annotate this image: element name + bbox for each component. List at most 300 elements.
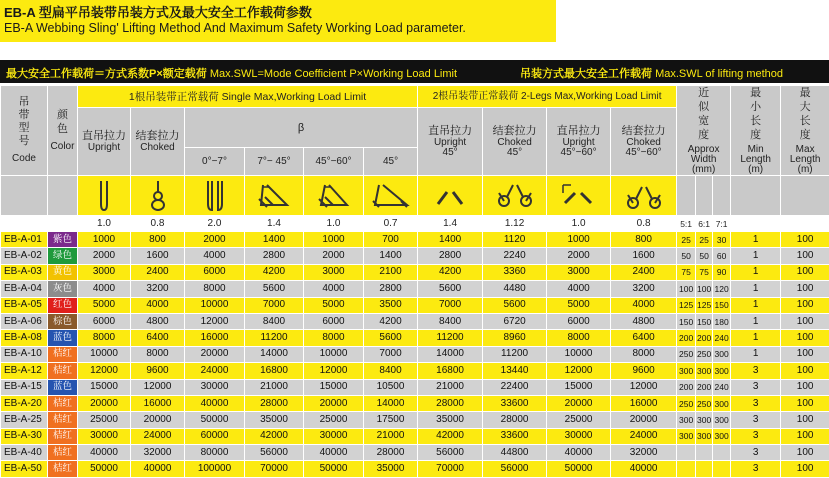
load-cell: 17500 — [364, 412, 418, 428]
min-length-cell: 1 — [731, 313, 781, 329]
color-swatch-cell: 黄色 — [48, 264, 78, 280]
load-cell: 5600 — [245, 281, 304, 297]
load-cell: 800 — [611, 232, 677, 248]
code-cell: EB-A-01 — [1, 232, 48, 248]
upright-4560-header-cn: 直吊拉力 — [547, 126, 610, 136]
load-cell: 8000 — [131, 346, 185, 362]
min-length-cell: 1 — [731, 248, 781, 264]
load-cell: 42000 — [245, 428, 304, 444]
load-cell: 1400 — [418, 232, 483, 248]
code-header-cn: 吊带型号 — [18, 96, 30, 148]
load-cell: 3200 — [611, 281, 677, 297]
choked-45-header — [483, 108, 547, 176]
load-cell: 11200 — [245, 330, 304, 346]
load-cell: 32000 — [611, 445, 677, 461]
width-cell: 240 — [713, 330, 731, 346]
load-cell: 12000 — [304, 363, 364, 379]
load-cell: 2000 — [185, 232, 245, 248]
load-table — [0, 85, 829, 478]
width-cell: 150 — [677, 313, 696, 329]
formula-right-cn: 吊装方式最大安全工作载荷 — [520, 68, 652, 80]
load-cell: 21000 — [364, 428, 418, 444]
choked-header-en: Choked — [131, 143, 184, 153]
table-row — [1, 248, 829, 264]
load-cell: 32000 — [131, 445, 185, 461]
code-cell: EB-A-50 — [1, 461, 48, 477]
upright-4560-header-deg: 45°−60° — [547, 148, 610, 158]
width-cell: 250 — [696, 346, 713, 362]
load-cell: 12000 — [78, 363, 131, 379]
load-cell: 70000 — [245, 461, 304, 477]
load-cell: 28000 — [364, 445, 418, 461]
load-cell: 20000 — [304, 395, 364, 411]
load-cell: 5600 — [418, 281, 483, 297]
formula-right-en: Max.SWL of lifting method — [655, 68, 783, 80]
load-cell: 40000 — [547, 445, 611, 461]
load-cell: 3000 — [304, 264, 364, 280]
load-cell: 1600 — [131, 248, 185, 264]
load-cell: 2000 — [78, 248, 131, 264]
table-row — [1, 297, 829, 313]
load-cell: 15000 — [547, 379, 611, 395]
table-row — [1, 445, 829, 461]
basket-45-60-icon — [304, 176, 364, 216]
width-cell: 300 — [713, 363, 731, 379]
angle-45-header: 45° — [364, 148, 418, 176]
load-cell: 28000 — [483, 412, 547, 428]
width-cell: 250 — [677, 346, 696, 362]
load-cell: 4200 — [245, 264, 304, 280]
load-cell: 40000 — [304, 445, 364, 461]
load-cell: 25000 — [78, 412, 131, 428]
load-cell: 24000 — [611, 428, 677, 444]
load-cell: 24000 — [185, 363, 245, 379]
load-cell: 70000 — [418, 461, 483, 477]
width-cell: 75 — [677, 264, 696, 280]
load-cell: 4000 — [78, 281, 131, 297]
upright-header-en: Upright — [78, 143, 130, 153]
header-body — [1, 86, 829, 232]
width-cell — [713, 445, 731, 461]
max-length-cell: 100 — [781, 264, 829, 280]
max-length-header — [781, 86, 829, 176]
width-cell — [713, 461, 731, 477]
data-body — [1, 232, 829, 478]
width-cell: 250 — [677, 395, 696, 411]
table-row — [1, 313, 829, 329]
width-cell: 300 — [677, 363, 696, 379]
choked-45-header-deg: 45° — [483, 148, 546, 158]
upright-4560-header-en: Upright — [547, 138, 610, 148]
load-cell: 20000 — [131, 412, 185, 428]
min-length-cell: 1 — [731, 264, 781, 280]
load-cell: 8000 — [304, 330, 364, 346]
load-cell: 16800 — [418, 363, 483, 379]
load-cell: 22400 — [483, 379, 547, 395]
load-cell: 4000 — [185, 248, 245, 264]
page-title-en: EB-A Webbing Sling' Lifting Method And Maximum Safety Working Load parameter. — [4, 21, 466, 35]
table-row — [1, 281, 829, 297]
code-cell: EB-A-40 — [1, 445, 48, 461]
max-length-cell: 100 — [781, 379, 829, 395]
load-cell: 8000 — [185, 281, 245, 297]
load-cell: 15000 — [78, 379, 131, 395]
load-cell: 1000 — [304, 232, 364, 248]
load-cell: 10500 — [364, 379, 418, 395]
load-cell: 4000 — [304, 281, 364, 297]
color-swatch-cell: 蓝色 — [48, 379, 78, 395]
load-cell: 20000 — [611, 412, 677, 428]
two-leg-upright-45-icon — [418, 176, 483, 216]
code-cell: EB-A-06 — [1, 313, 48, 329]
min-length-cell: 1 — [731, 281, 781, 297]
upright-45-header-deg: 45° — [418, 148, 482, 158]
factor-cell: 0.8 — [611, 216, 677, 232]
color-swatch-cell: 棕色 — [48, 313, 78, 329]
width-cell: 100 — [696, 281, 713, 297]
width-cell: 200 — [677, 330, 696, 346]
color-swatch-cell: 桔红 — [48, 412, 78, 428]
load-cell: 33600 — [483, 395, 547, 411]
load-cell: 33600 — [483, 428, 547, 444]
load-cell: 10000 — [547, 346, 611, 362]
max-length-cell: 100 — [781, 461, 829, 477]
load-cell: 12000 — [611, 379, 677, 395]
load-cell: 14000 — [418, 346, 483, 362]
code-cell: EB-A-08 — [1, 330, 48, 346]
load-cell: 1000 — [78, 232, 131, 248]
width-header — [677, 86, 731, 176]
width-cell: 120 — [713, 281, 731, 297]
load-cell: 6000 — [547, 313, 611, 329]
table-row — [1, 379, 829, 395]
load-cell: 50000 — [185, 412, 245, 428]
load-cell: 50000 — [547, 461, 611, 477]
code-cell: EB-A-03 — [1, 264, 48, 280]
min-length-cell: 3 — [731, 379, 781, 395]
load-cell: 20000 — [185, 346, 245, 362]
angle-7-45-header: 7°− 45° — [245, 148, 304, 176]
load-cell: 80000 — [185, 445, 245, 461]
code-header-en: Code — [1, 152, 47, 166]
color-swatch-cell: 红色 — [48, 297, 78, 313]
upright-diagram-icon — [78, 176, 131, 216]
load-cell: 3200 — [131, 281, 185, 297]
width-cell: 300 — [696, 428, 713, 444]
table-row — [1, 232, 829, 248]
formula-left-en: Max.SWL=Mode Coefficient P×Working Load Limit — [210, 68, 457, 80]
width-cell: 200 — [677, 379, 696, 395]
load-cell: 5000 — [78, 297, 131, 313]
factor-cell: 1.0 — [304, 216, 364, 232]
factor-cell: 1.0 — [547, 216, 611, 232]
code-cell: EB-A-04 — [1, 281, 48, 297]
load-cell: 60000 — [185, 428, 245, 444]
load-cell: 9600 — [611, 363, 677, 379]
table-row — [1, 428, 829, 444]
load-cell: 14000 — [245, 346, 304, 362]
load-cell: 2800 — [418, 248, 483, 264]
width-header-en3: (mm) — [677, 165, 730, 175]
width-cell: 300 — [713, 412, 731, 428]
upright-header — [78, 108, 131, 176]
width-cell: 200 — [696, 330, 713, 346]
basket-7-45-icon — [245, 176, 304, 216]
max-length-header-en3: (m) — [781, 165, 829, 175]
load-cell: 21000 — [245, 379, 304, 395]
choked-4560-header — [611, 108, 677, 176]
load-cell: 4800 — [131, 313, 185, 329]
min-length-cell: 3 — [731, 461, 781, 477]
load-cell: 30000 — [185, 379, 245, 395]
load-cell: 8400 — [418, 313, 483, 329]
factor-row — [1, 216, 829, 232]
load-cell: 7000 — [245, 297, 304, 313]
load-cell: 8000 — [78, 330, 131, 346]
min-length-header-en1: Min — [731, 145, 780, 155]
width-cell: 300 — [713, 395, 731, 411]
load-cell: 12000 — [547, 363, 611, 379]
min-length-cell: 1 — [731, 232, 781, 248]
width-cell: 75 — [696, 264, 713, 280]
max-length-cell: 100 — [781, 346, 829, 362]
width-cell: 25 — [696, 232, 713, 248]
title-band — [0, 0, 556, 42]
min-length-cell: 3 — [731, 395, 781, 411]
width-cell: 50 — [696, 248, 713, 264]
min-length-cell: 1 — [731, 346, 781, 362]
load-cell: 25000 — [304, 412, 364, 428]
load-cell: 28000 — [418, 395, 483, 411]
load-cell: 2240 — [483, 248, 547, 264]
load-cell: 6720 — [483, 313, 547, 329]
two-leg-upright-4560-icon — [547, 176, 611, 216]
load-cell: 2000 — [304, 248, 364, 264]
min-length-cell: 1 — [731, 330, 781, 346]
width-cell — [696, 461, 713, 477]
load-cell: 50000 — [304, 461, 364, 477]
load-cell: 40000 — [78, 445, 131, 461]
load-cell: 3000 — [547, 264, 611, 280]
max-length-cell: 100 — [781, 232, 829, 248]
table-row — [1, 461, 829, 477]
width-header-en1: Approx — [677, 145, 730, 155]
min-length-cell: 3 — [731, 428, 781, 444]
width-cell: 30 — [713, 232, 731, 248]
color-header-cn: 颜色 — [57, 108, 69, 136]
code-cell: EB-A-20 — [1, 395, 48, 411]
load-cell: 1400 — [364, 248, 418, 264]
code-cell: EB-A-02 — [1, 248, 48, 264]
factor-cell: 1.0 — [78, 216, 131, 232]
load-cell: 6000 — [304, 313, 364, 329]
load-cell: 4000 — [131, 297, 185, 313]
color-swatch-cell: 蓝色 — [48, 330, 78, 346]
load-cell: 28000 — [245, 395, 304, 411]
color-swatch-cell: 灰色 — [48, 281, 78, 297]
width-cell: 300 — [696, 412, 713, 428]
formula-left-cn: 最大安全工作载荷＝方式系数P×额定载荷 — [6, 68, 207, 80]
load-cell: 2800 — [364, 281, 418, 297]
load-cell: 42000 — [418, 428, 483, 444]
color-swatch-cell: 桔红 — [48, 363, 78, 379]
upright-4560-header — [547, 108, 611, 176]
two-legs-group-header: 2根吊装带正常载荷 2-Legs Max,Working Load Limit — [418, 86, 677, 108]
load-cell: 13440 — [483, 363, 547, 379]
factor-cell: 1.4 — [418, 216, 483, 232]
min-length-header-cn: 最小长度 — [750, 86, 762, 142]
formula-left — [6, 65, 457, 81]
load-cell: 1000 — [547, 232, 611, 248]
load-cell: 8000 — [611, 346, 677, 362]
width-cell: 200 — [696, 379, 713, 395]
width-cell — [696, 445, 713, 461]
load-cell: 1120 — [483, 232, 547, 248]
load-cell: 56000 — [483, 461, 547, 477]
load-cell: 11200 — [418, 330, 483, 346]
page-title-cn: EB-A 型扁平吊装带吊装方式及最大安全工作载荷参数 — [4, 2, 312, 21]
load-cell: 12000 — [185, 313, 245, 329]
width-cell: 25 — [677, 232, 696, 248]
basket-0-7-icon — [185, 176, 245, 216]
load-cell: 2000 — [547, 248, 611, 264]
load-cell: 10000 — [185, 297, 245, 313]
load-cell: 1400 — [245, 232, 304, 248]
load-cell: 4200 — [418, 264, 483, 280]
load-cell: 5600 — [483, 297, 547, 313]
load-cell: 5600 — [364, 330, 418, 346]
load-cell: 16000 — [611, 395, 677, 411]
load-cell: 800 — [131, 232, 185, 248]
load-cell: 16800 — [245, 363, 304, 379]
load-cell: 2100 — [364, 264, 418, 280]
code-cell: EB-A-15 — [1, 379, 48, 395]
width-header-cn: 近似宽度 — [698, 86, 710, 142]
beta-header: β — [185, 108, 418, 148]
factor-cell: 0.8 — [131, 216, 185, 232]
factor-cell: 0.7 — [364, 216, 418, 232]
angle-45-60-header: 45°−60° — [304, 148, 364, 176]
load-cell: 100000 — [185, 461, 245, 477]
code-cell: EB-A-05 — [1, 297, 48, 313]
max-length-cell: 100 — [781, 281, 829, 297]
load-cell: 4200 — [364, 313, 418, 329]
load-cell: 3000 — [78, 264, 131, 280]
factor-cell: 2.0 — [185, 216, 245, 232]
load-cell: 6000 — [185, 264, 245, 280]
choked-4560-header-cn: 结套拉力 — [611, 126, 676, 136]
load-cell: 1600 — [611, 248, 677, 264]
color-swatch-cell: 桔红 — [48, 428, 78, 444]
color-swatch-cell: 紫色 — [48, 232, 78, 248]
factor-cell: 1.12 — [483, 216, 547, 232]
load-cell: 56000 — [245, 445, 304, 461]
width-header-en2: Width — [677, 155, 730, 165]
load-cell: 56000 — [418, 445, 483, 461]
width-cell: 300 — [713, 428, 731, 444]
load-cell: 16000 — [185, 330, 245, 346]
max-length-header-en2: Length — [781, 155, 829, 165]
table-row — [1, 412, 829, 428]
max-length-cell: 100 — [781, 428, 829, 444]
min-length-cell: 3 — [731, 363, 781, 379]
load-cell: 6400 — [131, 330, 185, 346]
load-cell: 16000 — [131, 395, 185, 411]
choked-45-header-en: Choked — [483, 138, 546, 148]
upright-header-cn: 直吊拉力 — [78, 131, 130, 141]
min-length-header-en2: Length — [731, 155, 780, 165]
load-cell: 11200 — [483, 346, 547, 362]
max-length-cell: 100 — [781, 412, 829, 428]
load-cell: 14000 — [364, 395, 418, 411]
width-cell — [677, 445, 696, 461]
load-cell: 9600 — [131, 363, 185, 379]
load-cell: 4800 — [611, 313, 677, 329]
code-header — [1, 86, 48, 176]
code-cell: EB-A-12 — [1, 363, 48, 379]
basket-45-icon — [364, 176, 418, 216]
load-cell: 30000 — [78, 428, 131, 444]
max-length-cell: 100 — [781, 363, 829, 379]
width-cell: 300 — [696, 363, 713, 379]
load-cell: 15000 — [304, 379, 364, 395]
min-length-header-en3: (m) — [731, 165, 780, 175]
code-cell: EB-A-25 — [1, 412, 48, 428]
width-cell: 300 — [677, 428, 696, 444]
width-cell: 90 — [713, 264, 731, 280]
table-row — [1, 346, 829, 362]
upright-45-header — [418, 108, 483, 176]
load-cell: 2800 — [245, 248, 304, 264]
load-cell: 5000 — [304, 297, 364, 313]
min-length-header — [731, 86, 781, 176]
load-cell: 8400 — [245, 313, 304, 329]
load-cell: 4480 — [483, 281, 547, 297]
load-cell: 7000 — [364, 346, 418, 362]
load-cell: 20000 — [547, 395, 611, 411]
width-cell: 150 — [696, 313, 713, 329]
width-cell: 60 — [713, 248, 731, 264]
load-cell: 10000 — [304, 346, 364, 362]
load-cell: 6400 — [611, 330, 677, 346]
load-cell: 21000 — [418, 379, 483, 395]
code-cell: EB-A-10 — [1, 346, 48, 362]
max-length-header-en1: Max — [781, 145, 829, 155]
max-length-cell: 100 — [781, 297, 829, 313]
load-cell: 40000 — [611, 461, 677, 477]
load-cell: 24000 — [131, 428, 185, 444]
load-cell: 7000 — [418, 297, 483, 313]
color-swatch-cell: 桔红 — [48, 461, 78, 477]
min-length-cell: 3 — [731, 412, 781, 428]
load-cell: 44800 — [483, 445, 547, 461]
formula-bar — [0, 60, 829, 83]
min-length-cell: 1 — [731, 297, 781, 313]
width-ratio-cell: 7:1 — [713, 216, 731, 232]
choked-4560-header-deg: 45°−60° — [611, 148, 676, 158]
choked-header — [131, 108, 185, 176]
single-group-header: 1根吊装带正常载荷 Single Max,Working Load Limit — [78, 86, 418, 108]
width-cell: 180 — [713, 313, 731, 329]
width-cell: 240 — [713, 379, 731, 395]
load-cell: 2400 — [131, 264, 185, 280]
load-cell: 25000 — [547, 412, 611, 428]
width-cell: 300 — [677, 412, 696, 428]
color-swatch-cell: 桔红 — [48, 346, 78, 362]
color-header-en: Color — [48, 140, 77, 154]
load-cell: 2400 — [611, 264, 677, 280]
load-cell: 3360 — [483, 264, 547, 280]
